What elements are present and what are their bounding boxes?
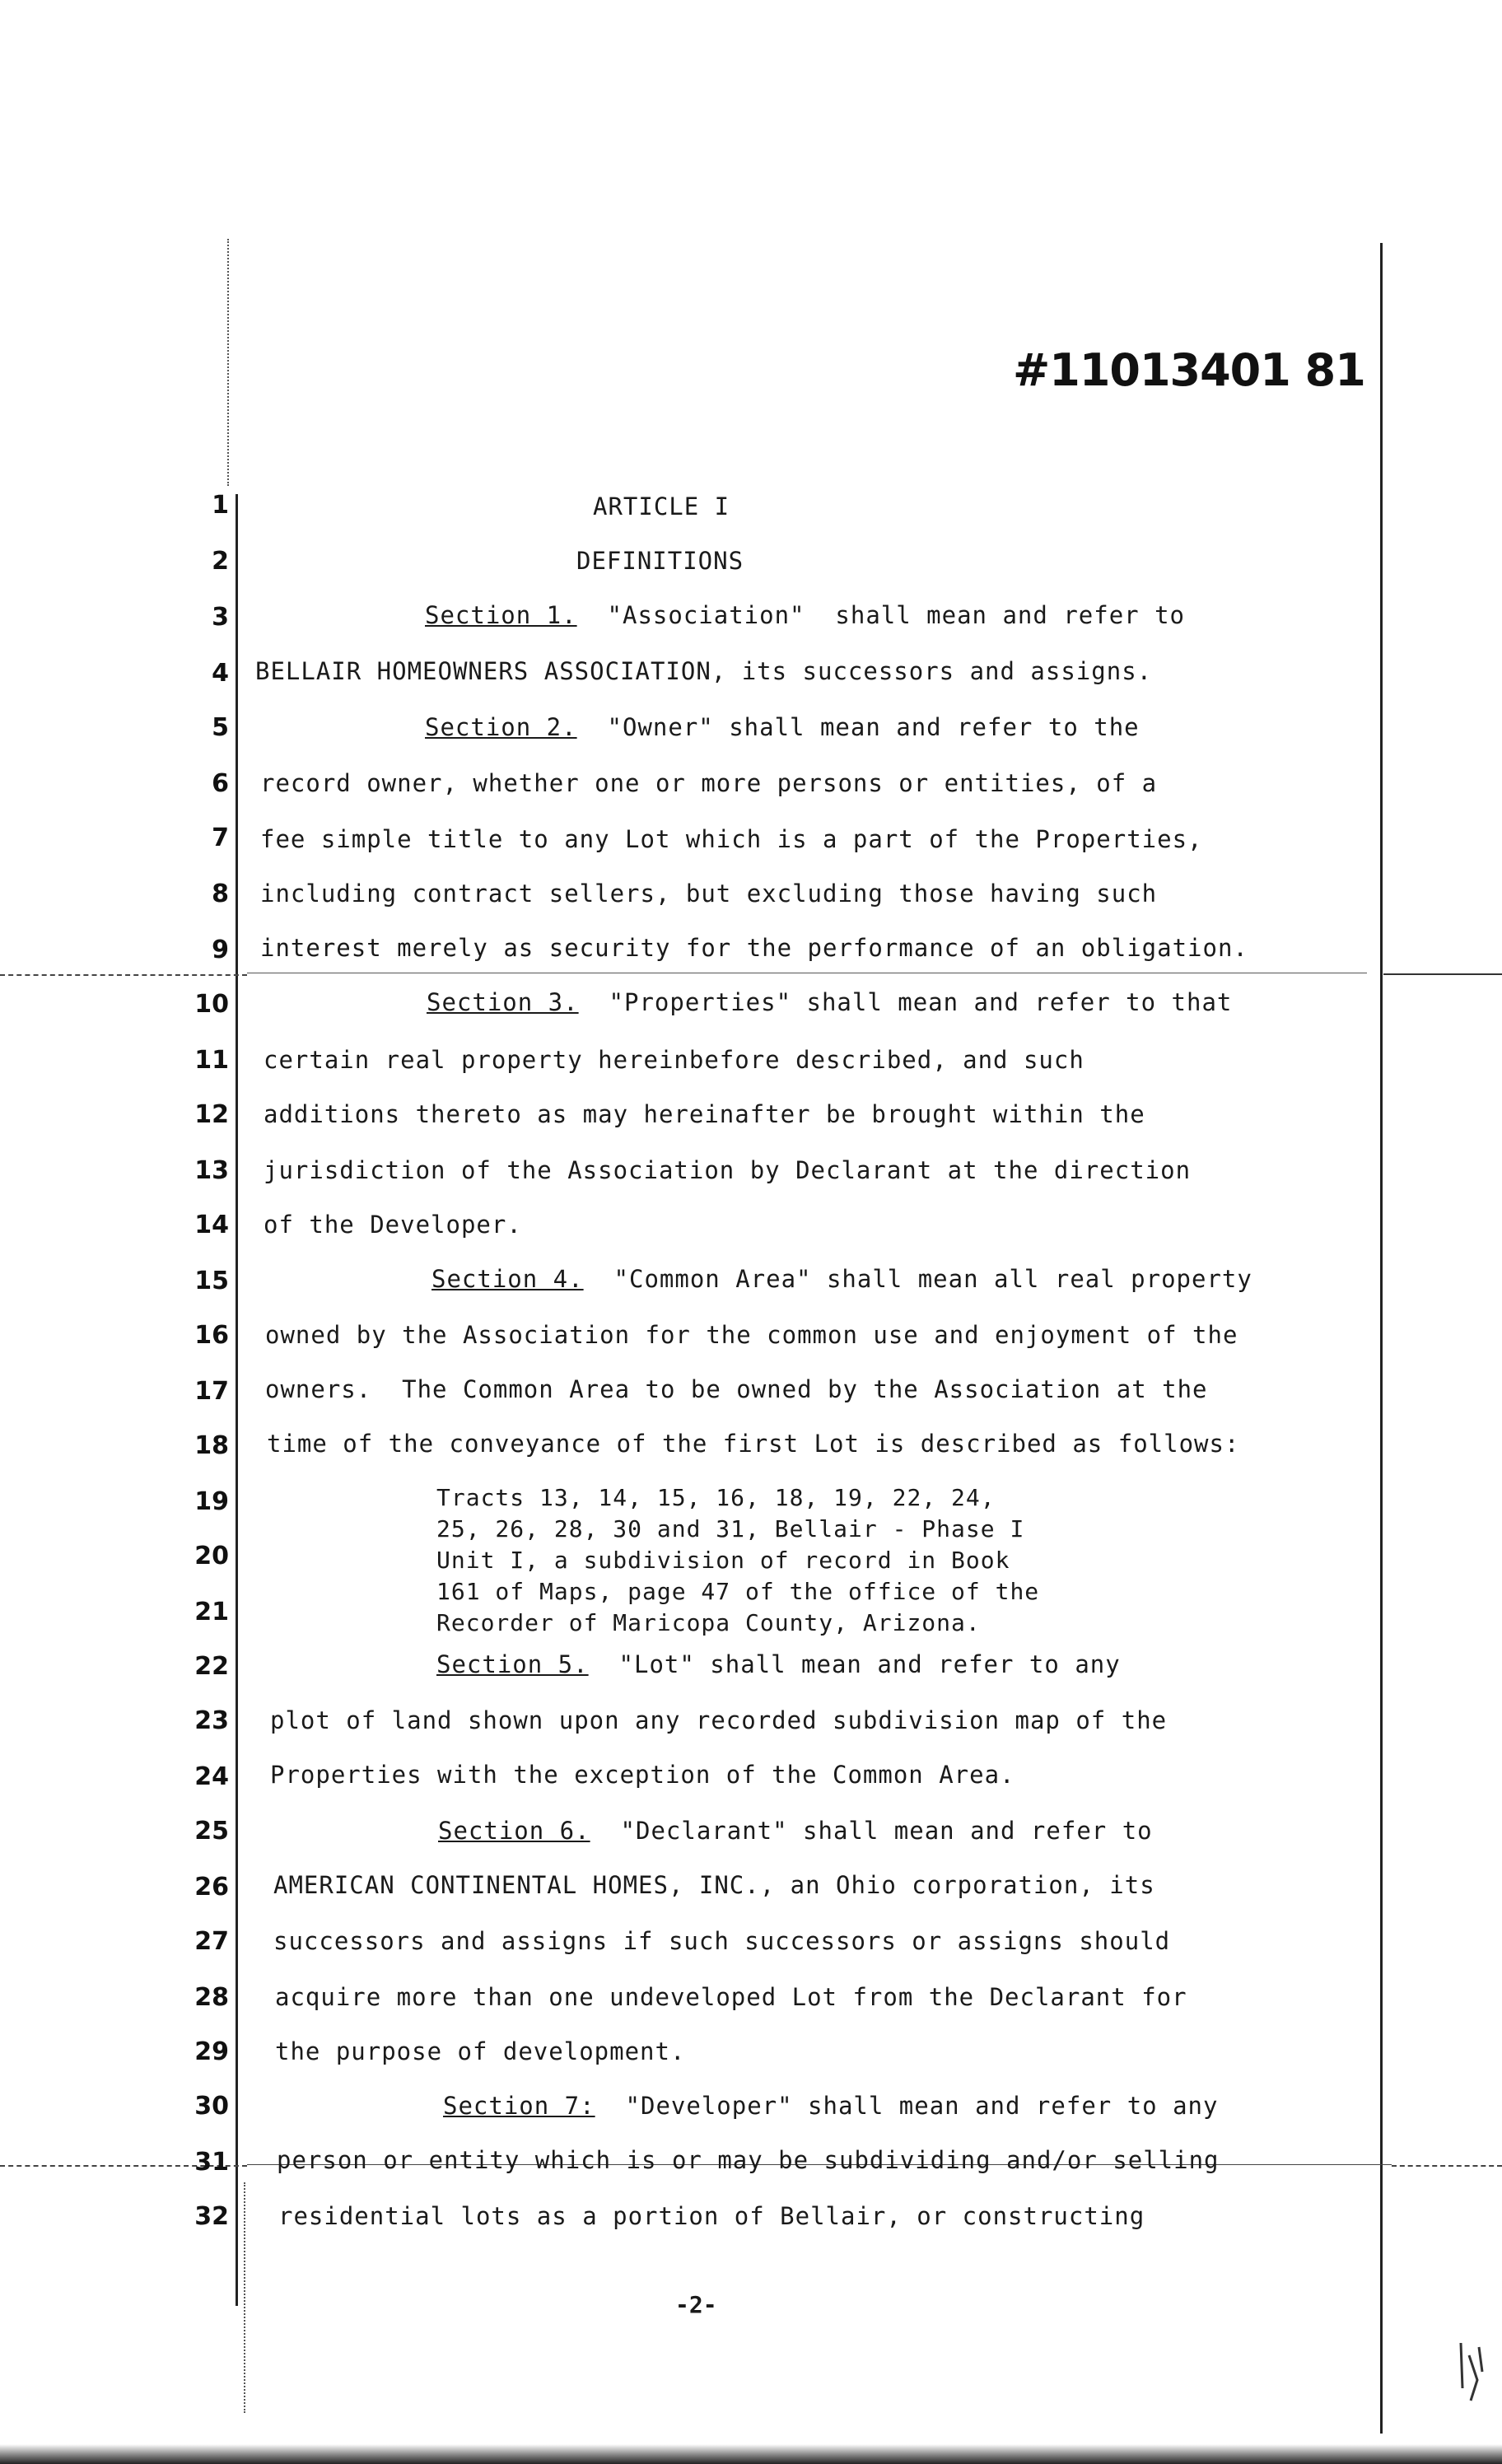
section-label: Section 4. — [431, 1265, 584, 1293]
line-number: 16 — [194, 1321, 229, 1350]
line-number: 13 — [194, 1156, 229, 1185]
fold-line-upper-left — [0, 974, 247, 976]
body-line: time of the conveyance of the first Lot is described as follows: — [267, 1430, 1240, 1458]
section-text: "Lot" shall mean and refer to any — [618, 1650, 1121, 1678]
body-line — [425, 713, 1140, 741]
line-number: 5 — [212, 713, 229, 742]
body-line: interest merely as security for the performance of an obligation. — [260, 934, 1248, 962]
legal-description-line: Unit I, a subdivision of record in Book — [436, 1547, 1010, 1574]
legal-description-line: 25, 26, 28, 30 and 31, Bellair - Phase I — [436, 1515, 1025, 1542]
line-number: 4 — [212, 659, 229, 688]
line-number: 7 — [212, 824, 229, 852]
body-line — [431, 1265, 1252, 1293]
line-number: 24 — [194, 1762, 229, 1791]
legal-description-line: 161 of Maps, page 47 of the office of the — [436, 1578, 1040, 1605]
line-number: 29 — [194, 2037, 229, 2066]
line-number: 31 — [194, 2148, 229, 2177]
section-text: "Common Area" shall mean all real property — [613, 1265, 1252, 1293]
section-label: Section 3. — [427, 988, 579, 1016]
body-line: successors and assigns if such successors or assigns should — [273, 1927, 1171, 1955]
line-number: 32 — [194, 2202, 229, 2231]
body-line — [438, 1817, 1153, 1845]
body-line: acquire more than one undeveloped Lot from the Declarant for — [275, 1983, 1187, 2011]
left-margin-dots-lower — [244, 2182, 245, 2413]
line-number: 27 — [194, 1927, 229, 1956]
body-line: of the Developer. — [264, 1211, 522, 1239]
line-number: 2 — [212, 547, 229, 576]
line-number: 26 — [194, 1873, 229, 1902]
section-label: Section 2. — [425, 713, 577, 741]
section-text: "Declarant" shall mean and refer to — [620, 1817, 1153, 1845]
section-label: Section 7: — [443, 2092, 595, 2120]
legal-description-block — [436, 1482, 1039, 1639]
body-line: record owner, whether one or more persons or entities, of a — [260, 769, 1158, 797]
body-line: plot of land shown upon any recorded subdivision map of the — [270, 1706, 1168, 1734]
body-line — [425, 601, 1185, 629]
section-label: Section 5. — [436, 1650, 589, 1678]
fold-line-upper-right — [1383, 973, 1502, 975]
line-number: 21 — [194, 1598, 229, 1626]
line-number: 22 — [194, 1652, 229, 1681]
body-line: jurisdiction of the Association by Declarant at the direction — [264, 1156, 1192, 1184]
section-text: "Association" shall mean and refer to — [607, 601, 1185, 629]
definitions-heading: DEFINITIONS — [576, 547, 744, 575]
line-number: 10 — [194, 990, 229, 1019]
line-number: 9 — [212, 936, 229, 964]
document-number: #11013401 81 — [1013, 344, 1365, 396]
line-number: 14 — [194, 1211, 229, 1239]
legal-description-line: Tracts 13, 14, 15, 16, 18, 19, 22, 24, — [436, 1484, 996, 1511]
body-line: including contract sellers, but excluding those having such — [260, 880, 1158, 908]
line-number: 19 — [194, 1487, 229, 1516]
section-text: "Developer" shall mean and refer to any — [625, 2092, 1219, 2120]
body-line — [436, 1650, 1121, 1678]
body-line: AMERICAN CONTINENTAL HOMES, INC., an Ohio corporation, its — [273, 1871, 1155, 1899]
line-number: 3 — [212, 603, 229, 632]
section-text: "Owner" shall mean and refer to the — [607, 713, 1140, 741]
line-number: 11 — [194, 1046, 229, 1075]
body-line: certain real property hereinbefore described, and such — [264, 1046, 1085, 1074]
line-number: 12 — [194, 1100, 229, 1129]
body-line: owned by the Association for the common use and enjoyment of the — [265, 1321, 1238, 1349]
body-line: residential lots as a portion of Bellair, or constructing — [278, 2202, 1145, 2230]
right-margin-rule — [1380, 243, 1383, 2434]
body-line: additions thereto as may hereinafter be brought within the — [264, 1100, 1145, 1128]
line-number: 30 — [194, 2092, 229, 2121]
article-heading: ARTICLE I — [593, 492, 730, 520]
line-number: 18 — [194, 1431, 229, 1460]
fold-line-lower-right — [1392, 2165, 1502, 2167]
left-margin-dots — [227, 239, 229, 486]
section-text: "Properties" shall mean and refer to that — [609, 988, 1233, 1016]
body-line — [443, 2092, 1218, 2120]
body-line: BELLAIR HOMEOWNERS ASSOCIATION, its successors and assigns. — [255, 657, 1153, 685]
line-number: 15 — [194, 1267, 229, 1295]
body-line: Properties with the exception of the Common Area. — [270, 1761, 1015, 1789]
section-label: Section 6. — [438, 1817, 590, 1845]
line-number: 8 — [212, 880, 229, 908]
line-number: 25 — [194, 1817, 229, 1846]
scan-artifact-mark — [1454, 2339, 1487, 2405]
body-line: owners. The Common Area to be owned by the Association at the — [265, 1375, 1208, 1403]
line-number: 17 — [194, 1377, 229, 1406]
legal-description-line: Recorder of Maricopa County, Arizona. — [436, 1609, 981, 1636]
line-number: 20 — [194, 1542, 229, 1570]
line-number: 6 — [212, 769, 229, 798]
line-number: 1 — [212, 491, 229, 520]
left-margin-rule — [236, 494, 238, 2306]
body-line: the purpose of development. — [275, 2037, 686, 2065]
line-number: 23 — [194, 1706, 229, 1735]
body-line: person or entity which is or may be subdividing and/or selling — [277, 2146, 1220, 2174]
body-line: fee simple title to any Lot which is a part of the Properties, — [260, 825, 1203, 853]
scan-bottom-edge — [0, 2444, 1502, 2464]
line-number: 28 — [194, 1983, 229, 2012]
page-number: -2- — [675, 2291, 717, 2318]
body-line — [427, 988, 1232, 1016]
section-label: Section 1. — [425, 601, 577, 629]
